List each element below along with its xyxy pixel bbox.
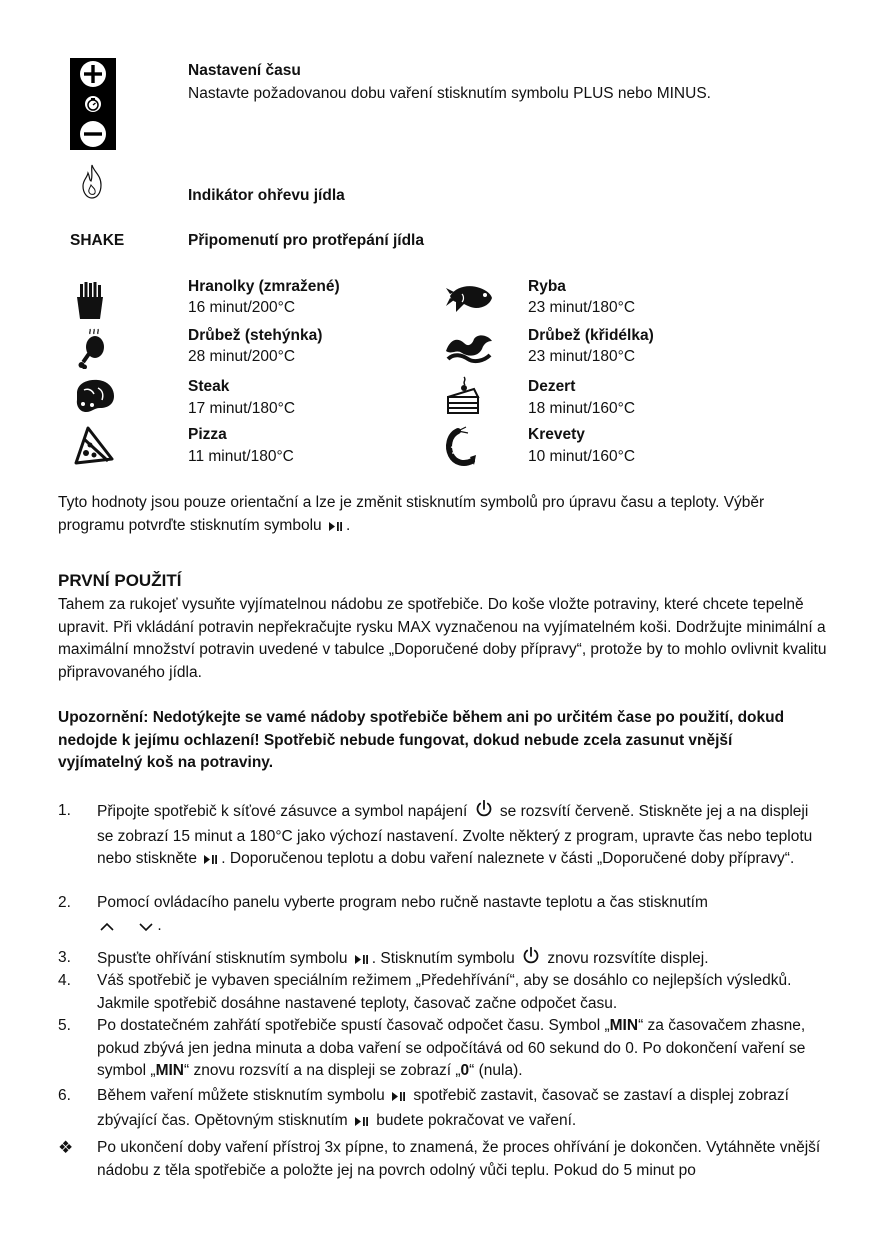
- program-name: Ryba: [528, 278, 566, 295]
- time-setting-title: Nastavení času: [188, 62, 301, 79]
- shake-title: Připomenutí pro protřepání jídla: [188, 232, 424, 249]
- step-text: Pomocí ovládacího panelu vyberte program nebo ručně nastavte teplotu a čas stisknutím .: [97, 892, 827, 939]
- play-pause-icon: [204, 850, 218, 873]
- time-control-icon: [70, 58, 116, 150]
- step-number: 4.: [58, 972, 71, 989]
- wings-icon: [444, 329, 494, 367]
- step-number: 5.: [58, 1017, 71, 1034]
- step-number: 3.: [58, 949, 71, 966]
- steak-icon: [74, 378, 116, 414]
- pizza-icon: [72, 425, 114, 467]
- shake-label: SHAKE: [70, 232, 125, 249]
- shrimp-icon: [444, 425, 478, 469]
- program-name: Steak: [188, 378, 230, 395]
- step-text: Připojte spotřebič k síťové zásuvce a symbol napájení se rozsvítí červeně. Stiskněte jej a na displeji se zobrazí 15 minut a 180°C jako výchozí nastavení. Zvolte některý z program, upravte čas nebo teplotu nebo stiskněte . Doporučenou teplotu a dobu vaření naleznete v části „Doporučené doby přípravy“.: [97, 800, 827, 873]
- program-name: Hranolky (zmražené): [188, 278, 340, 295]
- program-value: 23 minut/180°C: [528, 299, 636, 316]
- program-name: Pizza: [188, 426, 227, 443]
- program-value: 11 minut/180°C: [188, 448, 294, 465]
- step-text: Během vaření můžete stisknutím symbolu spotřebič zastavit, časovač se zastaví a displej zobrazí zbývající čas. Opětovným stisknutím budete pokračovat ve vaření.: [97, 1085, 827, 1134]
- play-pause-icon: [355, 1112, 369, 1135]
- fish-icon: [446, 282, 494, 318]
- step-number: 2.: [58, 894, 71, 911]
- fries-icon: [74, 282, 106, 320]
- program-name: Dezert: [528, 378, 576, 395]
- bullet-icon: ❖: [58, 1138, 74, 1157]
- heat-indicator-title: Indikátor ohřevu jídla: [188, 187, 345, 204]
- program-name: Drůbež (křidélka): [528, 327, 654, 344]
- program-name: Krevety: [528, 426, 585, 443]
- time-setting-desc: Nastavte požadovanou dobu vaření stisknutím symbolu PLUS nebo MINUS.: [188, 85, 711, 102]
- flame-icon: [80, 163, 104, 201]
- power-icon: [475, 800, 493, 826]
- play-pause-icon: [329, 517, 343, 540]
- program-value: 16 minut/200°C: [188, 299, 296, 316]
- step-text: Spusťte ohřívání stisknutím symbolu . Stisknutím symbolu znovu rozsvítíte displej.: [97, 947, 827, 973]
- chevron-up-icon: [99, 917, 115, 940]
- program-note: Tyto hodnoty jsou pouze orientační a lze je změnit stisknutím symbolů pro úpravu času a teploty. Výběr programu potvrďte stisknutím symbolu .: [58, 492, 828, 539]
- program-name: Drůbež (stehýnka): [188, 327, 323, 344]
- program-value: 18 minut/160°C: [528, 400, 636, 417]
- chevron-down-icon: [138, 917, 154, 940]
- program-value: 23 minut/180°C: [528, 348, 636, 365]
- section-heading: PRVNÍ POUŽITÍ: [58, 571, 182, 590]
- warning-paragraph: Upozornění: Nedotýkejte se vamé nádoby spotřebiče během ani po určitém čase po použití, dokud nedojde k jejímu ochlazení! Spotřebič nebude fungovat, dokud nebude zcela zasunut vnější vyjímatelný koš na potraviny.: [58, 709, 785, 771]
- play-pause-icon: [392, 1087, 406, 1110]
- cake-icon: [446, 375, 480, 415]
- first-use-paragraph: Tahem za rukojeť vysuňte vyjímatelnou nádobu ze spotřebiče. Do koše vložte potraviny, které chcete tepelně upravit. Při vkládání potravin nepřekračujte rysku MAX vyznačenou na vyjímatelném koši. Dodržujte minimální a maximální množství potravin uvedené v tabulce „Doporučené doby přípravy“, protože by to mohlo ovlivnit kvalitu připravovaného jídla.: [58, 596, 827, 681]
- drumstick-icon: [78, 327, 108, 369]
- program-value: 17 minut/180°C: [188, 400, 296, 417]
- step-number: 6.: [58, 1087, 71, 1104]
- step-text: Váš spotřebič je vybaven speciálním režimem „Předehřívání“, aby se dosáhlo co nejlepších výsledků. Jakmile spotřebič dosáhne nastavené teploty, časovač začne odpočet času.: [97, 972, 792, 1012]
- step-number: 1.: [58, 802, 71, 819]
- program-value: 28 minut/200°C: [188, 348, 296, 365]
- power-icon: [522, 947, 540, 973]
- step-text: Po dostatečném zahřátí spotřebiče spustí časovač odpočet času. Symbol „MIN“ za časovačem zhasne, pokud zbývá jen jedna minuta a doba vaření se odpočítává od 60 sekund do 0. Po dokončení vaření se symbol „MIN“ znovu rozsvítí a na displeji se zobrazí „0“ (nula).: [97, 1017, 806, 1079]
- step-text: Po ukončení doby vaření přístroj 3x pípne, to znamená, že proces ohřívání je dokončen. Vytáhněte vnější nádobu z těla spotřebiče a položte jej na povrch odolný vůči teplu. Pokud do 5 minut po: [97, 1139, 821, 1179]
- program-value: 10 minut/160°C: [528, 448, 636, 465]
